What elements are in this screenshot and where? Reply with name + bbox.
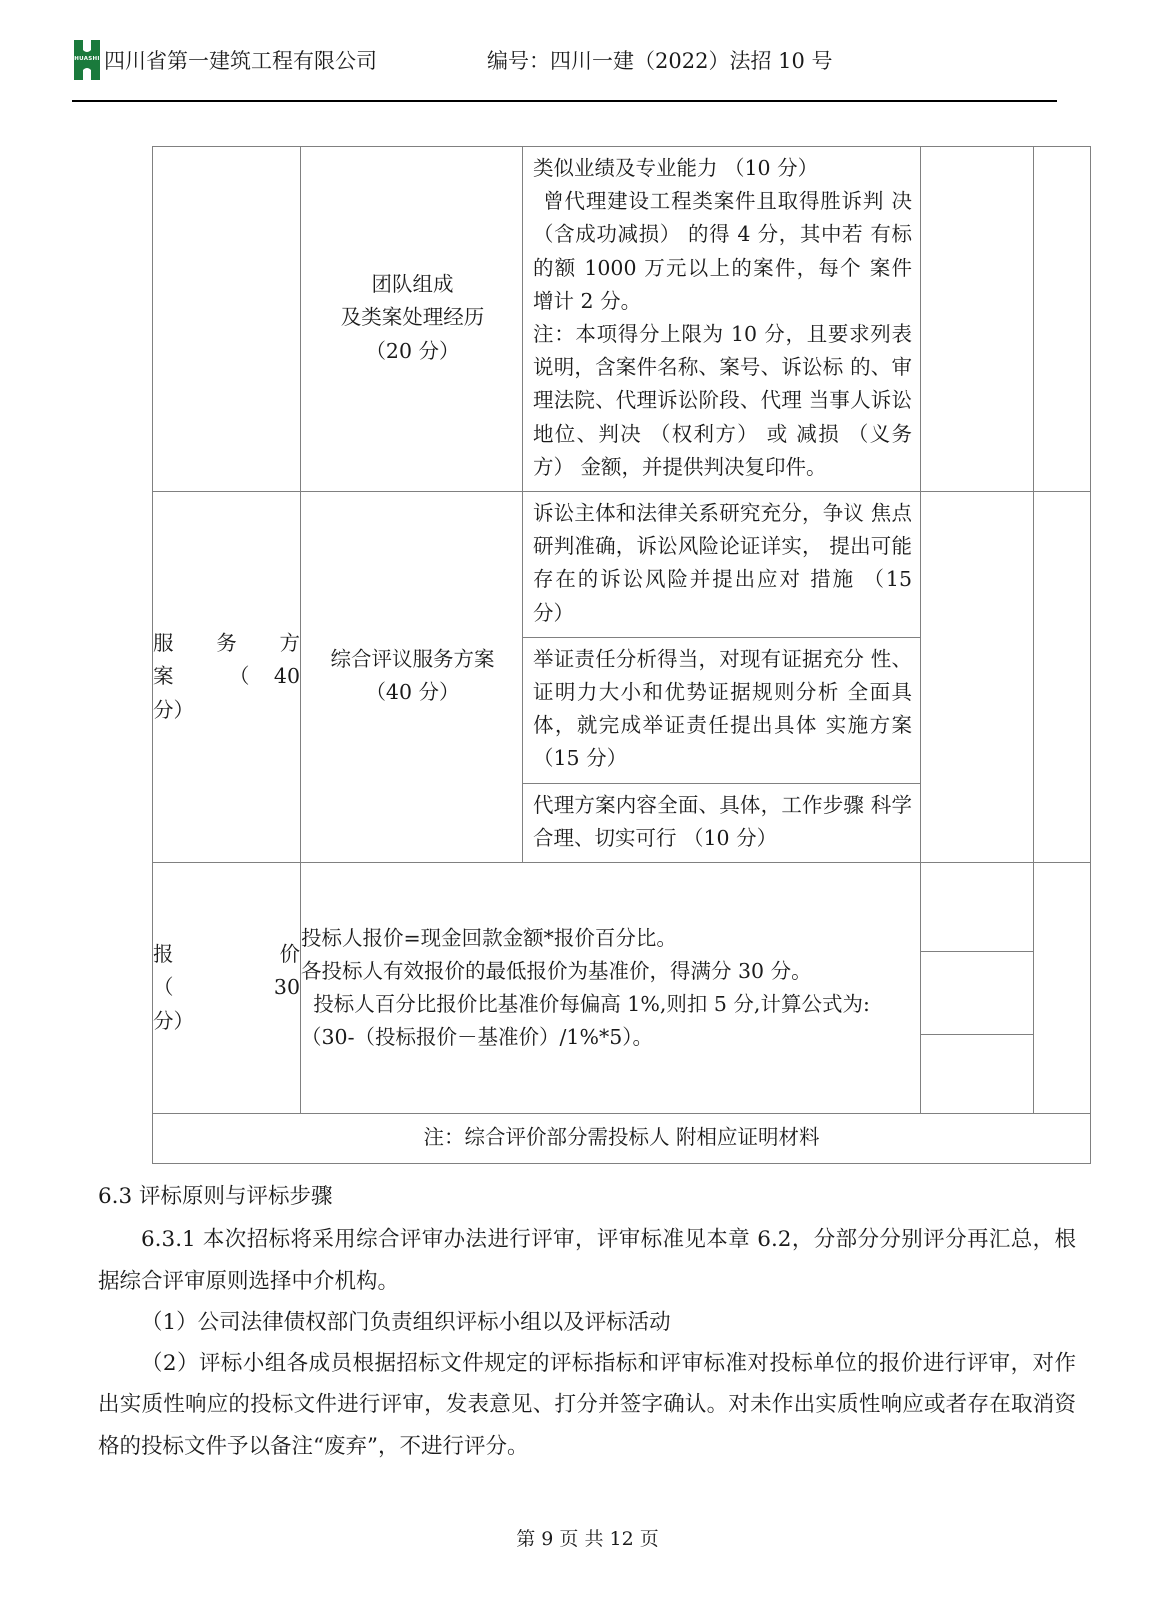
row3-cat-line-2: （ 30	[153, 975, 300, 1000]
row2-cat-line-1: 服 务 方	[153, 631, 300, 656]
row1-category-cell	[153, 147, 301, 492]
row1-sub-line-1: 团队组成	[371, 272, 454, 297]
row3-score-sub-3	[921, 1035, 1033, 1114]
body-paragraph-1: 6.3.1 本次招标将采用综合评审办法进行评审，评审标准见本章 6.2，分部分分别评分再汇总，根据综合评审原则选择中介机构。	[98, 1227, 1076, 1294]
subcriteria-row	[523, 492, 920, 637]
table-note-row	[153, 1114, 1091, 1164]
score-sub-row	[921, 952, 1033, 1035]
row3-cat-line-1: 报 价	[153, 942, 300, 967]
row3-price-formula-cell	[301, 863, 921, 1114]
price-line-3: 投标人百分比报价比基准价每偏高 1%,则扣 5 分,计算公式为:	[313, 992, 870, 1017]
row2-category-cell	[153, 492, 301, 863]
row1-criteria-cell	[523, 147, 921, 492]
evaluation-criteria-table	[152, 146, 1091, 1164]
row2-sub-criteria-2: 举证责任分析得当，对现有证据充分 性、证明力大小和优势证据规则分析 全面具体，就完成举证责任提出具体 实施方案 （15 分）	[533, 646, 912, 771]
row1-remark-cell	[1034, 147, 1091, 492]
row2-subcriteria-table	[523, 492, 920, 862]
company-name: 四川省第一建筑工程有限公司	[104, 49, 377, 73]
row3-score-subtable	[921, 863, 1033, 1113]
subcriteria-row	[523, 783, 920, 862]
price-line-1: 投标人报价=现金回款金额*报价百分比。	[301, 925, 677, 950]
row2-sub-line-2: （40 分）	[365, 680, 460, 705]
subcriteria-cell-3	[523, 783, 920, 862]
row1-criteria-p1: 类似业绩及专业能力 （10 分）	[533, 156, 819, 180]
table-row	[153, 147, 1091, 492]
row3-score-sub-1	[921, 863, 1033, 952]
row2-sub-line-1: 综合评议服务方案	[330, 646, 495, 671]
row3-category-cell	[153, 863, 301, 1114]
page-footer: 第 9 页 共 12 页	[516, 1528, 659, 1550]
row3-score-sub-2	[921, 952, 1033, 1035]
row1-sub-line-2: 及类案处理经历	[340, 305, 485, 330]
header-divider	[72, 100, 1057, 102]
row2-criteria-cell	[523, 492, 921, 863]
row3-score-cell	[921, 863, 1034, 1114]
table-row	[153, 863, 1091, 1114]
logo-wordmark: HUASHI	[74, 56, 100, 62]
row1-sub-line-3: （20 分）	[365, 338, 460, 363]
table-note-text: 注：综合评价部分需投标人 附相应证明材料	[153, 1114, 1091, 1164]
body-content	[98, 1176, 1076, 1467]
row2-sub-criteria-3: 代理方案内容全面、具体，工作步骤 科学合理、切实可行 （10 分）	[533, 792, 912, 850]
row2-subcategory-cell	[301, 492, 523, 863]
company-logo	[72, 40, 102, 80]
score-sub-row	[921, 1035, 1033, 1114]
table-row	[153, 492, 1091, 863]
row2-sub-criteria-1: 诉讼主体和法律关系研究充分，争议 焦点研判准确，诉讼风险论证详实， 提出可能存在的诉讼风险并提出应对 措施 （15 分）	[533, 501, 912, 625]
price-line-2: 各投标人有效报价的最低报价为基准价，得满分 30 分。	[301, 958, 812, 983]
header-row	[72, 38, 1057, 82]
row1-criteria-p2: 曾代理建设工程类案件且取得胜诉判 决 （含成功减损） 的得 4 分，其中若 有标的额 1000 万元以上的案件，每个 案件增计 2 分。	[533, 189, 912, 313]
body-paragraph-2: （1）公司法律债权部门负责组织评标小组以及评标活动	[141, 1309, 671, 1335]
subcriteria-cell-1	[523, 492, 920, 637]
document-number: 编号：四川一建（2022）法招 10 号	[487, 49, 833, 73]
subcriteria-row	[523, 637, 920, 783]
price-line-4: （30-（投标报价－基准价）/1%*5）。	[301, 1025, 653, 1050]
row2-cat-line-2: 案 （40	[153, 664, 300, 689]
row1-score-cell	[921, 147, 1034, 492]
row2-cat-line-3: 分）	[153, 697, 194, 722]
row3-remark-cell	[1034, 863, 1091, 1114]
row2-score-cell	[921, 492, 1034, 863]
page-header	[72, 38, 1057, 94]
score-sub-row	[921, 863, 1033, 952]
row3-cat-line-3: 分）	[153, 1008, 194, 1033]
section-heading: 6.3 评标原则与评标步骤	[98, 1184, 333, 1209]
body-paragraph-3: （2）评标小组各成员根据招标文件规定的评标指标和评审标准对投标单位的报价进行评审，对作出实质性响应的投标文件进行评审，发表意见、打分并签字确认。对未作出实质性响应或者存在取消资格的投标文件予以备注“废弃”，不进行评分。	[98, 1351, 1076, 1459]
row1-criteria-p3: 注：本项得分上限为 10 分，且要求列表说明，含案件名称、案号、诉讼标 的、审理法院、代理诉讼阶段、代理 当事人诉讼地位、判决 （权利方） 或 减损 （义务方） 金额，并提供判决复印件。	[533, 322, 912, 479]
row1-subcategory-cell	[301, 147, 523, 492]
subcriteria-cell-2	[523, 637, 920, 783]
row2-remark-cell	[1034, 492, 1091, 863]
